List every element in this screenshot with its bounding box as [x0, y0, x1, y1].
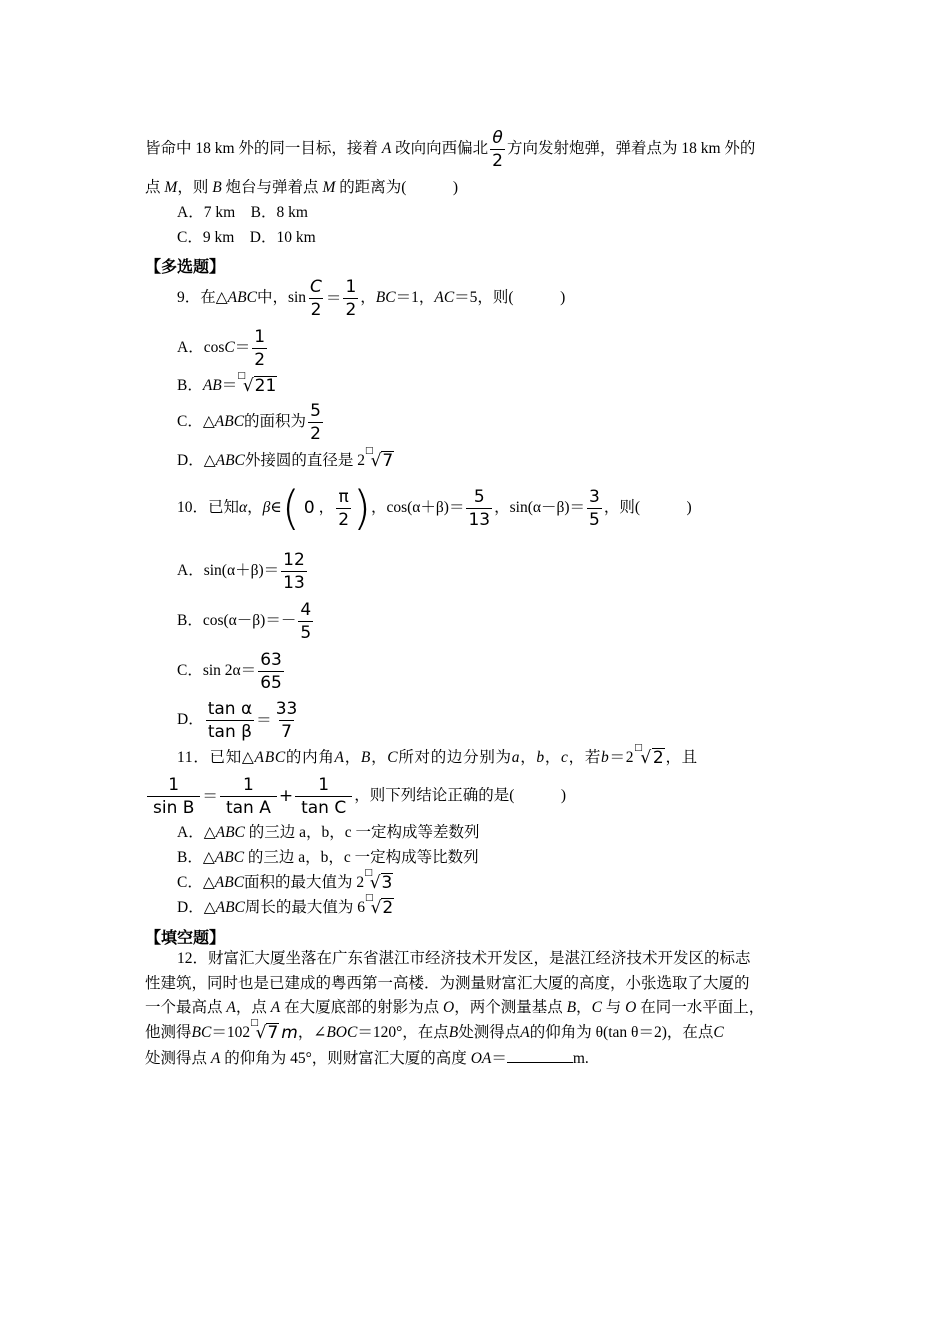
- fraction: [258, 650, 284, 693]
- text: ，则下列结论正确的是( ): [354, 787, 567, 804]
- frac-den: tan C: [295, 796, 352, 818]
- var-m: M: [164, 179, 178, 196]
- text: 10．已知: [177, 499, 240, 516]
- fraction: [298, 600, 313, 643]
- var-abc: ABC: [215, 899, 245, 916]
- frac-num: C: [310, 276, 322, 297]
- radicand: 3: [381, 873, 393, 893]
- var-abc: ABC: [254, 749, 286, 766]
- frac-num: 5: [473, 486, 485, 507]
- fraction-1-2: [343, 277, 358, 320]
- equals: ＝: [221, 377, 238, 394]
- text: C．△: [177, 413, 215, 430]
- text: B．cos(α－β)＝－: [177, 612, 297, 629]
- fraction: [587, 487, 602, 530]
- section-multi-choice: 【多选题】: [145, 257, 226, 276]
- var-abc: ABC: [215, 452, 245, 469]
- fraction: [466, 487, 492, 530]
- fraction: [308, 401, 323, 444]
- frac-den: 13: [468, 509, 491, 530]
- equals: ＝: [202, 787, 218, 805]
- var-m: M: [322, 179, 336, 196]
- equals: ＝: [234, 339, 251, 356]
- radicand: 21: [254, 376, 277, 396]
- text: ＝: [491, 1050, 507, 1067]
- text: 周长的最大值为 6: [244, 899, 366, 916]
- frac-den: 2: [310, 299, 322, 320]
- var-a: A: [334, 749, 345, 766]
- equals: ＝: [325, 289, 342, 307]
- var-a: A: [210, 1050, 221, 1067]
- var-o: O: [625, 999, 637, 1016]
- sqrt-symbol: □ √ 7: [365, 451, 394, 471]
- var-a-small: a: [511, 749, 521, 766]
- placeholder-box-icon: □: [250, 1018, 259, 1028]
- q9-option-c: [177, 400, 325, 444]
- q11-stem-line2: [145, 774, 566, 818]
- frac-num: θ: [492, 128, 503, 148]
- var-abc: ABC: [214, 874, 245, 891]
- text: ，若: [568, 749, 602, 766]
- var-a: A: [270, 999, 281, 1016]
- frac-den: 2: [254, 349, 266, 370]
- frac-num: 4: [300, 599, 312, 620]
- text: D．: [177, 711, 204, 728]
- q8-line2: [145, 178, 458, 198]
- q10-option-a: [177, 549, 309, 593]
- q10-option-c: [177, 649, 286, 693]
- text: ，: [247, 499, 263, 516]
- text: ＝102: [211, 1024, 251, 1041]
- sqrt-symbol: □ √ 2: [634, 748, 665, 768]
- frac-num: 63: [260, 649, 282, 670]
- frac-den: 13: [283, 572, 305, 593]
- q10-option-d: [177, 698, 301, 742]
- text: C．△: [177, 874, 215, 891]
- section-fill-blank: 【填空题】: [145, 928, 226, 947]
- var-c-small: c: [561, 749, 569, 766]
- placeholder-box-icon: □: [365, 893, 374, 903]
- var-ac: AC: [434, 289, 455, 306]
- var-a: A: [520, 1024, 530, 1041]
- var-b: B: [448, 1024, 459, 1041]
- text: A．sin(α＋β)＝: [177, 562, 280, 579]
- text: 炮台与弹着点: [221, 179, 323, 196]
- var-abc: ABC: [227, 289, 257, 306]
- q11-option-d: [177, 893, 394, 920]
- text: 面积的最大值为 2: [244, 874, 365, 891]
- text: C．sin 2α＝: [177, 662, 257, 679]
- q12-line4: [145, 1018, 724, 1045]
- placeholder-box-icon: □: [365, 446, 374, 456]
- text: B．: [177, 377, 203, 394]
- var-c: C: [713, 1024, 724, 1041]
- text: 在同一水平面上，: [636, 999, 765, 1016]
- var-o: O: [442, 999, 455, 1016]
- var-oa: OA: [470, 1050, 492, 1067]
- text: D．△: [177, 452, 216, 469]
- fraction-pi-2: [336, 487, 351, 530]
- text: ，: [576, 999, 592, 1016]
- var-abc: ABC: [214, 413, 245, 430]
- var-abc: ABC: [214, 849, 245, 866]
- var-a: A: [381, 140, 392, 158]
- sqrt-symbol: □ √ 21: [237, 376, 277, 396]
- frac-den: 2: [310, 423, 321, 444]
- radicand: 7: [382, 451, 394, 471]
- radicand: 7: [267, 1023, 279, 1043]
- q12-line1: 12．财富汇大厦坐落在广东省湛江市经济技术开发区，是湛江经济技术开发区的标志: [177, 950, 751, 967]
- var-c: C: [591, 999, 602, 1016]
- q8-line1: [145, 128, 755, 171]
- text: 他测得: [145, 1024, 192, 1041]
- q9-option-d: [177, 446, 394, 473]
- text: 处测得点: [145, 1050, 211, 1067]
- fraction-1-tanc: [295, 775, 352, 818]
- var-b: B: [360, 749, 372, 766]
- q10-stem: [177, 480, 692, 536]
- fraction: [281, 550, 307, 593]
- frac-den: 7: [281, 721, 292, 742]
- plus: +: [278, 786, 294, 806]
- frac-den: 65: [260, 672, 282, 693]
- frac-num: 5: [310, 400, 321, 421]
- text: ，点: [235, 999, 271, 1016]
- frac-num: 1: [345, 276, 357, 297]
- text: 的内角: [285, 749, 335, 766]
- var-b-small: b: [536, 749, 545, 766]
- var-bc: BC: [375, 289, 396, 306]
- frac-num: tan α: [207, 698, 253, 719]
- frac-num: 1: [254, 326, 266, 347]
- frac-den: 2: [492, 151, 503, 171]
- q8-options-cd: C．9 km D．10 km: [177, 229, 316, 246]
- fraction: [274, 699, 300, 742]
- right-paren-icon: ): [353, 481, 371, 535]
- text: ，: [371, 749, 388, 766]
- text: ，则( ): [603, 499, 692, 516]
- fraction-1-sinb: [147, 775, 200, 818]
- q9-stem: [177, 276, 565, 320]
- q11-option-c: [177, 868, 393, 895]
- text: ＝1，: [395, 289, 435, 306]
- text: 点: [145, 179, 165, 196]
- var-bc: BC: [191, 1024, 212, 1041]
- text: 与: [601, 999, 626, 1016]
- text: 的距离为( ): [335, 179, 459, 196]
- comma: ，: [318, 499, 335, 516]
- text: ，∠: [297, 1024, 327, 1041]
- text: 0: [303, 498, 315, 518]
- text: ，: [360, 289, 376, 306]
- text: 皆命中 18 km 外的同一目标，接着: [145, 140, 382, 158]
- var-beta: β: [262, 499, 271, 516]
- text: A．△: [177, 824, 216, 841]
- placeholder-box-icon: □: [634, 743, 644, 753]
- fraction-1-tana: [220, 775, 277, 818]
- sqrt-symbol: □ √ 2: [365, 898, 394, 918]
- frac-den: sin B: [147, 796, 200, 818]
- placeholder-box-icon: □: [237, 371, 246, 381]
- frac-den: 2: [345, 299, 357, 320]
- sqrt-symbol: □ √ 7: [250, 1023, 279, 1043]
- text: A．cos: [177, 339, 225, 356]
- text: 的仰角为 45°，则财富汇大厦的高度: [220, 1050, 471, 1067]
- text: 11．已知△: [177, 749, 255, 766]
- q8-options-ab: A．7 km B．8 km: [177, 204, 308, 221]
- frac-num: 12: [283, 549, 305, 570]
- text: ，sin(α－β)＝: [494, 499, 586, 516]
- text: 在大厦底部的射影为点: [280, 999, 443, 1016]
- frac-den: 5: [589, 509, 600, 530]
- text: ，且: [665, 749, 698, 766]
- text: ，: [520, 749, 537, 766]
- var-abc: ABC: [215, 824, 245, 841]
- text: 的三边 a，b，c 一定构成等差数列: [244, 824, 480, 841]
- text: 的仰角为 θ(tan θ＝2)，在点: [529, 1024, 714, 1041]
- text: m.: [572, 1050, 589, 1067]
- var-b: B: [566, 999, 577, 1016]
- q12-line5: [145, 1048, 589, 1069]
- text: ＝2: [609, 749, 635, 766]
- var-c: C: [224, 339, 235, 356]
- text: 一个最高点: [145, 999, 227, 1016]
- sqrt-symbol: □ √ 3: [364, 873, 393, 893]
- text: ，则: [177, 179, 213, 196]
- fraction-theta-2: [490, 128, 505, 171]
- frac-num: 3: [589, 486, 600, 507]
- text: ＝120°，在点: [357, 1024, 449, 1041]
- placeholder-box-icon: □: [364, 868, 373, 878]
- q12-line2: 性建筑，同时也是已建成的粤西第一高楼．为测量财富汇大厦的高度，小张选取了大厦的: [145, 975, 750, 992]
- var-boc: BOC: [326, 1024, 358, 1041]
- radicand: 2: [652, 748, 665, 768]
- element-of: ∈: [270, 499, 282, 516]
- q9-option-a: [177, 326, 269, 370]
- q9-option-b: [177, 371, 277, 398]
- fraction-c-2: [308, 277, 324, 320]
- equals: ＝: [256, 711, 272, 729]
- text: 所对的边分别为: [398, 749, 512, 766]
- frac-num: 1: [168, 774, 180, 795]
- text: ，cos(α＋β)＝: [370, 499, 465, 516]
- frac-num: 1: [242, 774, 254, 795]
- q12-line3: [145, 998, 764, 1018]
- text: ，两个测量基点: [454, 999, 567, 1016]
- unit-m: m: [281, 1023, 298, 1043]
- radicand: 2: [382, 898, 394, 918]
- answer-blank[interactable]: [507, 1048, 573, 1063]
- text: 处测得点: [458, 1024, 521, 1041]
- frac-den: 5: [300, 622, 312, 643]
- left-paren-icon: (: [281, 481, 300, 535]
- text: ＝5，则( ): [454, 289, 566, 306]
- frac-den: 2: [338, 509, 350, 530]
- text: D．△: [177, 899, 216, 916]
- var-b: B: [212, 179, 222, 196]
- text: 中，sin: [256, 289, 307, 306]
- text: 的面积为: [244, 413, 307, 430]
- var-a: A: [226, 999, 236, 1016]
- fraction-tan-ratio: [206, 699, 254, 742]
- text: 的三边 a，b，c 一定构成等比数列: [244, 849, 479, 866]
- text: 方向发射炮弹，弹着点为 18 km 外的: [507, 140, 756, 158]
- frac-num: π: [338, 486, 349, 507]
- text: ，: [544, 749, 562, 766]
- text: ，: [344, 749, 361, 766]
- text: 9．在△: [177, 289, 228, 306]
- text: B．△: [177, 849, 215, 866]
- var-c: C: [387, 749, 399, 766]
- var-ab: AB: [202, 377, 222, 394]
- fraction: [252, 327, 267, 370]
- var-alpha: α: [239, 499, 248, 516]
- q10-option-b: [177, 599, 315, 643]
- frac-den: tan A: [220, 796, 277, 818]
- q11-stem-line1: [177, 743, 807, 770]
- frac-num: 33: [275, 698, 298, 719]
- q11-option-b: [177, 848, 479, 868]
- frac-den: tan β: [207, 721, 252, 742]
- text: 外接圆的直径是 2: [244, 452, 366, 469]
- text: 改向向西偏北: [391, 140, 489, 158]
- frac-num: 1: [318, 774, 330, 795]
- var-b-small: b: [601, 749, 610, 766]
- q11-option-a: [177, 823, 480, 843]
